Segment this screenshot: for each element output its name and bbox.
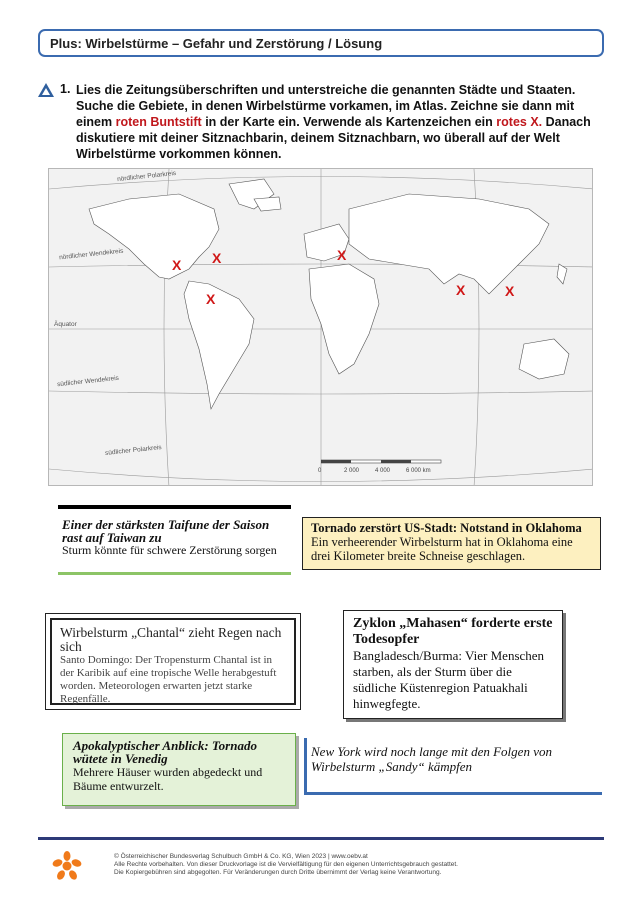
scale-label-4000: 4 000 (375, 468, 391, 474)
marker-santo-domingo: X (206, 291, 216, 307)
marker-bangladesch: X (456, 282, 466, 298)
label-north-polar: nördlicher Polarkreis (116, 169, 177, 184)
scale-label-6000: 6 000 km (406, 468, 431, 474)
page-header (38, 29, 604, 57)
headline-body: Ein verheerender Wirbelsturm hat in Oklahoma eine drei Kilometer breite Schneise geschlagen. (311, 535, 573, 563)
marker-oklahoma: X (172, 257, 182, 273)
task-instructions: Lies die Zeitungsüberschriften und unterstreiche die genannten Städte und Staaten. Suche die Gebiete, in denen Wirbelstürme vorkamen, im Atlas. Zeichne sie dann mit einem roten Buntstift in der Karte ein. Verwende als Kartenzeichen ein rotes X. Danach diskutiere mit deiner Sitznachbarin, deinem Sitznachbarn, wo überall auf der Welt Wirbelstürme vorkommen können. (76, 83, 591, 161)
scale-label-0: 0 (318, 468, 322, 474)
triangle-level-icon (38, 83, 54, 97)
red-pencil-text: roten Buntstift (115, 115, 202, 129)
headline-body: Mehrere Häuser wurden abgedeckt und Bäume entwurzelt. (73, 765, 263, 793)
footer-divider (38, 837, 604, 840)
headline-oklahoma (302, 517, 601, 570)
scale-label-2000: 2 000 (344, 468, 360, 474)
world-map (48, 168, 593, 486)
headline-venedig (62, 733, 296, 806)
headline-body: Santo Domingo: Der Tropensturm Chantal ist in der Karibik auf eine tropische Welle herabgestuft worden. Meteorologen erwarten jetzt starke Regenfälle. (60, 654, 277, 705)
headline-body: Sturm könnte für schwere Zerstörung sorgen (62, 543, 277, 557)
marker-new-york: X (212, 250, 222, 266)
headline-title: Apokalyptischer Anblick: Tornado wütete in Venedig (73, 738, 257, 766)
label-south-polar: südlicher Polarkreis (104, 444, 162, 457)
marker-taiwan: X (505, 283, 515, 299)
publisher-logo-icon (52, 851, 82, 881)
headline-title: Einer der stärksten Taifune der Saison rast auf Taiwan zu (62, 517, 270, 545)
red-x-text: rotes X. (496, 115, 543, 129)
world-map-graphic (49, 169, 593, 486)
map-scale-bar (321, 457, 451, 467)
label-equator: Äquator (54, 321, 77, 328)
task-number: 1. (60, 82, 71, 96)
headline-title: Zyklon „Mahasen“ forderte erste Todesopfer (353, 616, 553, 647)
headline-mahasen (343, 610, 563, 719)
headline-title: New York wird noch lange mit den Folgen von Wirbelsturm „Sandy“ kämpfen (311, 744, 552, 774)
page-title: Plus: Wirbelstürme – Gefahr und Zerstörung / Lösung (50, 36, 383, 51)
marker-venedig: X (337, 247, 347, 263)
headline-title: Wirbelsturm „Chantal“ zieht Regen nach sich (60, 625, 282, 654)
headline-body: Bangladesch/Burma: Vier Menschen starben, als der Sturm über die südliche Küstenregion Patuakhali hinwegfegte. (353, 648, 545, 711)
headline-taiwan (58, 505, 291, 575)
label-north-tropic: nördlicher Wendekreis (58, 247, 124, 262)
headline-sandy (304, 738, 602, 795)
headline-title: Tornado zerstört US-Stadt: Notstand in Oklahoma (311, 521, 582, 535)
footer-copyright: © Österreichischer Bundesverlag Schulbuch GmbH & Co. KG, Wien 2023 | www.oebv.at Alle Rechte vorbehalten. Von dieser Druckvorlage ist die Vervielfältigung für den eigenen Unterrichtsgebrauch gestattet. Die Kopiergebühren sind abgegolten. Für Veränderungen durch Dritte übernimmt der Verlag keine Verantwortung. (114, 853, 458, 876)
label-south-tropic: südlicher Wendekreis (56, 374, 120, 389)
headline-chantal (45, 613, 301, 710)
